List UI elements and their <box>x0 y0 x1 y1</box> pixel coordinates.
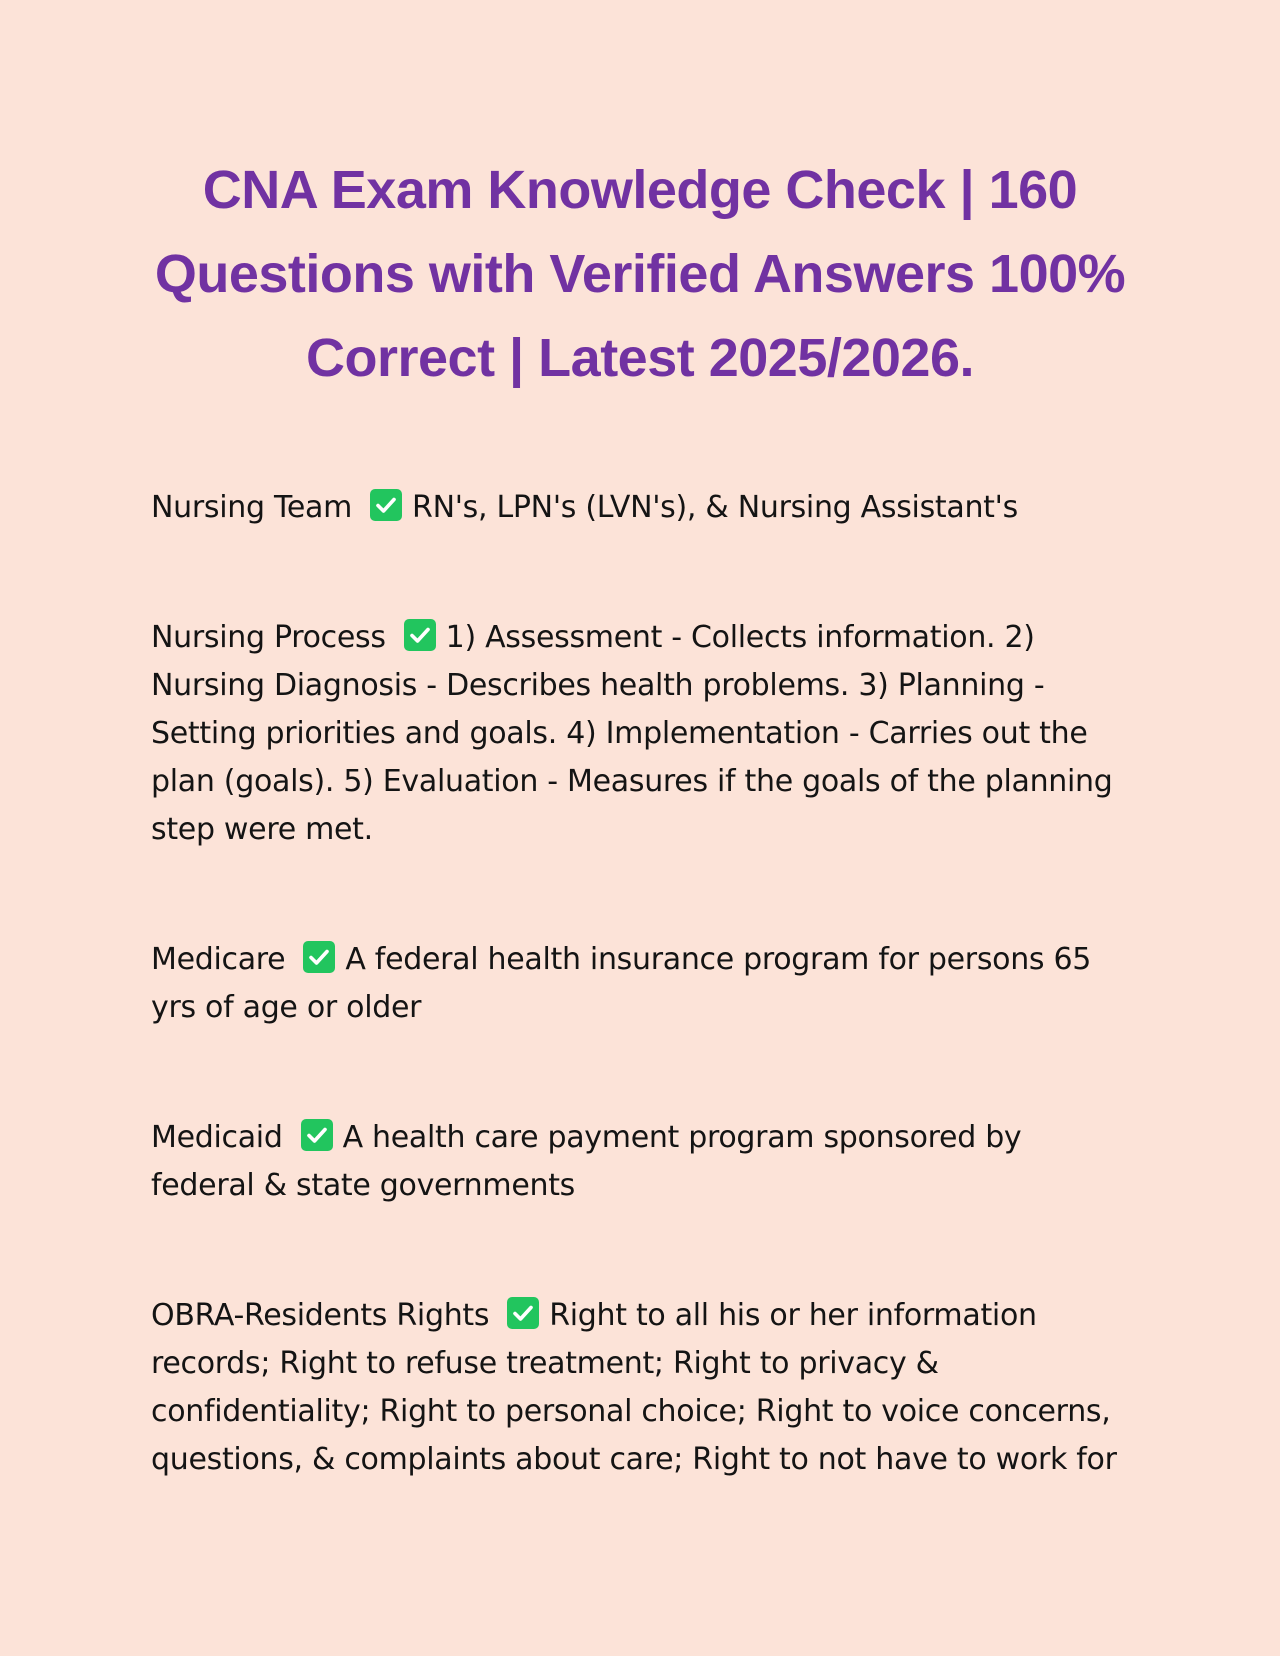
flashcard-answer: RN's, LPN's (LVN's), & Nursing Assistant's <box>412 490 1018 525</box>
flashcard-answer: A health care payment program sponsored by federal & state governments <box>151 1120 1022 1203</box>
flashcard-entry <box>151 484 1131 532</box>
document-title: CNA Exam Knowledge Check | 160 Questions with Verified Answers 100% Correct | Latest 2025/2026. <box>154 160 1126 388</box>
check-mark-icon <box>507 1297 539 1329</box>
check-mark-icon <box>370 489 402 521</box>
flashcard-entry <box>151 936 1131 1032</box>
flashcard-term: OBRA-Residents Rights <box>151 1298 490 1333</box>
check-mark-icon <box>303 941 335 973</box>
flashcard-entry <box>151 614 1131 854</box>
flashcard-entry <box>151 1292 1131 1484</box>
flashcard-list <box>151 484 1131 1484</box>
flashcard-entry <box>151 1114 1131 1210</box>
flashcard-term: Medicaid <box>151 1120 283 1155</box>
flashcard-answer: A federal health insurance program for persons 65 yrs of age or older <box>151 942 1092 1025</box>
flashcard-answer: 1) Assessment - Collects information. 2) Nursing Diagnosis - Describes health problems. 3) Planning - Setting priorities and goals. 4) Implementation - Carries out the plan (goals). 5) Evaluation - Measures if the goals of the planning step were met. <box>151 620 1113 847</box>
flashcard-term: Medicare <box>151 942 286 977</box>
check-mark-icon <box>301 1119 333 1151</box>
flashcard-term: Nursing Process <box>151 620 386 655</box>
check-mark-icon <box>404 619 436 651</box>
flashcard-answer: Right to all his or her information records; Right to refuse treatment; Right to privacy & confidentiality; Right to personal choice; Right to voice concerns, questions, & complaints about care; Right to not have to work for <box>151 1298 1117 1477</box>
flashcard-term: Nursing Team <box>151 490 353 525</box>
